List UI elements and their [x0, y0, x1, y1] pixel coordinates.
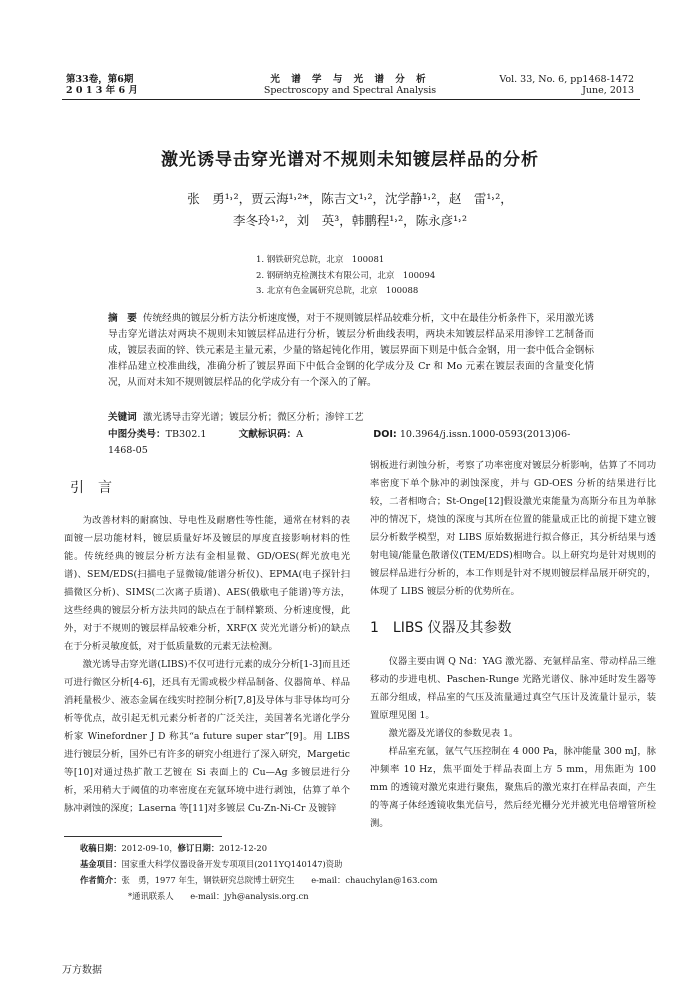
revised-date: 2012-12-20 — [219, 843, 267, 853]
keywords-label: 关键词 — [108, 412, 137, 423]
section-heading: 1 LIBS 仪器及其参数 — [370, 620, 512, 636]
clc-value: TB302.1 — [165, 429, 207, 440]
date-cn: 2 0 1 3 年 6 月 — [66, 85, 138, 96]
author-bio — [80, 872, 438, 888]
body-paragraph: 激光器及光谱仪的参数见表 1。 — [388, 728, 519, 739]
classification — [108, 427, 594, 459]
affiliation: 2. 钢研纳克检测技术有限公司，北京 100094 — [256, 270, 436, 281]
received-date: 2012-09-10， — [121, 843, 178, 853]
fund-text: 国家重大科学仪器设备开发专项项目(2011YQ140147)资助 — [121, 859, 343, 869]
abstract-label: 摘 要 — [108, 313, 137, 324]
journal-name-en: Spectroscopy and Spectral Analysis — [263, 85, 437, 96]
body-paragraph: 钢板进行剥蚀分析，考察了功率密度对镀层分析影响，估算了不同功率密度下单个脉冲的剥蚀深度，并与 GD-OES 分析的结果进行比较，二者相吻合；St-Onge[12]假设激光束能量为高斯分布且为单脉冲的情况下，烧蚀的深度与其所在位置的能量成正比的前提下建立镀层分析数学模型，对 LIBS 原始数据进行拟合修正，其分析结果与透射电镜/能量色散谱仪(TEM/EDS)相吻合。以上研究均是针对规则的镀层样品进行分析的，本工作则是针对不规则镀层样品展开研究的，体现了 LIBS 镀层分析的优势所在。 — [370, 460, 656, 597]
journal-name — [250, 74, 450, 96]
revised-label: 修订日期： — [177, 843, 220, 853]
body-paragraph: 样品室充氩，氩气气压控制在 4 000 Pa，脉冲能量 300 mJ，脉冲频率 10 Hz，焦平面处于样品表面上方 5 mm，用焦距为 100 mm 的透镜对激光束进行聚焦，聚焦后的激光束打在样品表面，产生的等离子体经透镜收集光信号，然后经光栅分光并被光电倍增管所检测。 — [370, 746, 656, 829]
intro-paragraph: 为改善材料的耐腐蚀、导电性及耐磨性等性能，通常在材料的表面镀一层功能材料，镀层质量好坏及镀层的厚度直接影响材料的性能。传统经典的镀层分析方法有金相显微、GD/OES(辉光放电光谱)、SEM/EDS(扫描电子显微镜/能谱分析仪)、EPMA(电子探针扫描微区分析)、SIMS(二次离子质谱)、AES(俄歇电子能谱)等方法，这些经典的镀层分析方法共同的缺点在于制样繁琐、分析速度慢，此外，对于不规则的镀层样品较难分析，XRF(X 荧光光谱分析)的缺点在于分析灵敏度低，对于低质量数的元素无法检测。 — [64, 515, 350, 652]
doc-code-label: 文献标识码： — [238, 429, 297, 440]
issue-info-en — [499, 74, 634, 96]
affiliation: 3. 北京有色金属研究总院，北京 100088 — [256, 286, 419, 296]
fund-note — [80, 856, 438, 872]
author-line-1: 张 勇¹˒²，贾云海¹˒²*，陈吉文¹˒²，沈学静¹˒²，赵 雷¹˒²， — [187, 191, 513, 206]
footnotes — [80, 840, 438, 904]
author-line-2: 李冬玲¹˒²，刘 英³，韩鹏程¹˒²，陈永彦¹˒² — [232, 213, 468, 228]
bio-label: 作者简介： — [80, 875, 122, 885]
keywords-text: 激光诱导击穿光谱；镀层分析；微区分析；渗锌工艺 — [142, 412, 364, 423]
clc-label: 中图分类号： — [108, 429, 166, 440]
volume-issue-cn: 第33卷，第6期 — [66, 74, 134, 85]
journal-name-cn: 光 谱 学 与 光 谱 分 析 — [270, 74, 430, 85]
affiliations — [256, 253, 435, 300]
watermark: 万方数据 — [62, 965, 102, 976]
abstract — [108, 311, 594, 391]
intro-paragraph: 激光诱导击穿光谱(LIBS)不仅可进行元素的成分分析[1-3]而且还可进行微区分析[4-6]，还具有无需或极少样品制备、仪器简单、样品消耗量极少、液态金属在线实时控制分析[7,8]及导体与非导体均可分析等优点，故引起无机元素分析者的广泛关注，美国著名光谱化学分析家 Winefordner J D 称其“a future super star”[9]。用 LIBS 进行镀层分析，国外已有许多的研究小组进行了深入研究，Margetic 等[10]对通过热扩散工艺镀在 Si 表面上的 Cu—Ag 多镀层进行分析，采用稍大于阈值的功率密度在充氩环境中进行剥蚀，估算了单个脉冲剥蚀的深度；Laserna 等[11]对多镀层 Cu-Zn-Ni-Cr 及镀锌 — [64, 659, 350, 814]
received-label: 收稿日期： — [80, 843, 122, 853]
keywords — [108, 410, 594, 426]
body-paragraph: 仪器主要由调 Q Nd：YAG 激光器、充氩样品室、带动样品三维移动的步进电机、Paschen-Runge 光路光谱仪、脉冲延时发生器等五部分组成，样品室的气压及流量通过真空气压计及流量计显示，装置原理见图 1。 — [370, 656, 656, 721]
fund-label: 基金项目： — [80, 859, 122, 869]
doi-value: 10.3964/j.issn.1000-0593(2013)06-1468-05 — [108, 429, 571, 456]
doc-code-value: A — [296, 429, 304, 440]
intro-heading: 引 言 — [70, 480, 112, 496]
corresponding-author: *通讯联系人 e-mail：jyh@analysis.org.cn — [128, 891, 309, 901]
affiliation: 1. 钢铁研究总院，北京 100081 — [256, 255, 385, 265]
doi-label: DOI: — [373, 429, 397, 440]
paper-title: 激光诱导击穿光谱对不规则未知镀层样品的分析 — [161, 150, 539, 170]
bio-text: 张 勇，1977 年生，钢铁研究总院博士研究生 e-mail：chauchylan@163.com — [121, 875, 438, 885]
abstract-text: 传统经典的镀层分析方法分析速度慢，对于不规则镀层样品较难分析，文中在最佳分析条件下，采用激光诱导击穿光谱法对两块不规则未知镀层样品进行分析，镀层分析曲线表明，两块未知镀层样品采用渗锌工艺制备而成，镀层表面的锌、铁元素是主量元素，少量的铬起钝化作用，镀层界面下则是中低合金钢，用一套中低合金钢标准样品建立校准曲线，准确分析了镀层界面下中低合金钢的化学成分及 Cr 和 Mo 元素在镀层表面的含量变化情况，从而对未知不规则镀层样品的化学成分有一个深入的了解。 — [108, 313, 594, 388]
issue-info — [66, 74, 138, 96]
date-en: June, 2013 — [582, 85, 634, 96]
right-column — [370, 457, 656, 833]
left-column — [64, 512, 350, 818]
volume-pages-en: Vol. 33, No. 6, pp1468-1472 — [499, 74, 634, 85]
header-rule — [62, 99, 640, 100]
footnote-rule — [64, 836, 222, 837]
received-dates — [80, 840, 438, 856]
author-list — [0, 188, 700, 232]
